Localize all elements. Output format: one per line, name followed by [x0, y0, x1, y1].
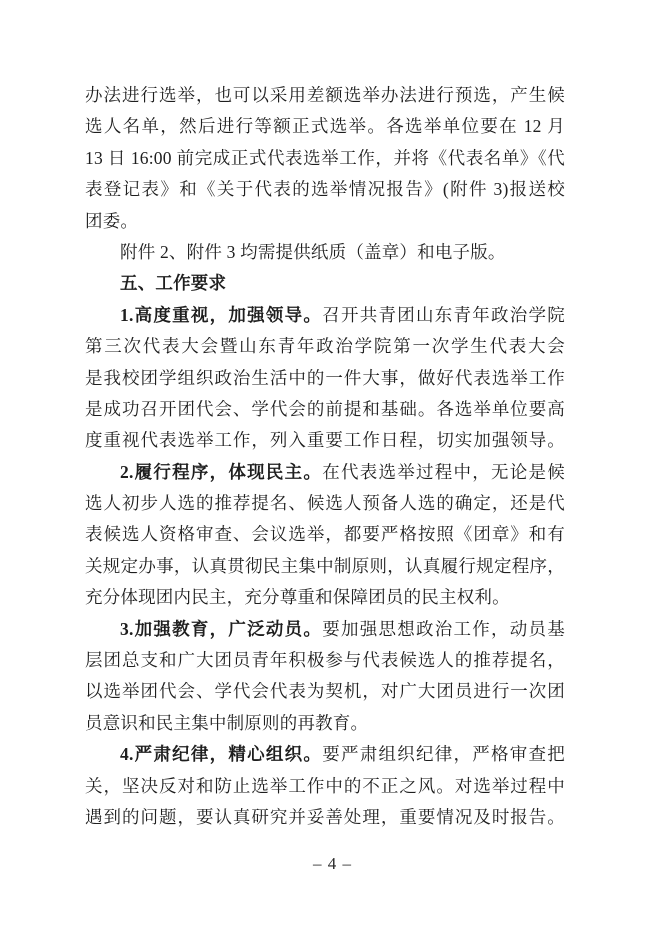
body-text: 要加强思想政治工作，动员基	[322, 618, 565, 639]
body-text: 关规定办事，认真贯彻民主集中制原则，认真履行规定程序，	[85, 555, 565, 576]
body-text: 要严肃组织纪律，严格审查把	[322, 744, 565, 765]
text-line	[85, 457, 565, 488]
body-text: 以选举团代会、学代会代表为契机，对广大团员进行一次团	[85, 681, 565, 702]
text-line	[85, 363, 565, 394]
text-line	[85, 645, 565, 676]
body-text: 选人初步人选的推荐提名、候选人预备人选的确定，还是代	[85, 493, 565, 514]
text-line	[85, 174, 565, 205]
heading-text: 2.履行程序，体现民主。	[120, 461, 323, 482]
text-line	[85, 425, 565, 456]
body-text: 关，坚决反对和防止选举工作中的不正之风。对选举过程中	[85, 775, 565, 796]
text-line	[85, 268, 565, 299]
body-text: 召开共青团山东青年政治学院	[322, 304, 565, 325]
text-line	[85, 771, 565, 802]
text-line	[85, 111, 565, 142]
body-text: 员意识和民主集中制原则的再教育。	[85, 712, 369, 733]
body-text: 第三次代表大会暨山东青年政治学院第一次学生代表大会	[85, 336, 565, 357]
text-line	[85, 206, 565, 237]
body-text: 遇到的问题，要认真研究并妥善处理，重要情况及时报告。	[85, 806, 565, 827]
text-line	[85, 237, 565, 268]
text-line	[85, 331, 565, 362]
text-line	[85, 614, 565, 645]
heading-text: 4.严肃纪律，精心组织。	[120, 744, 323, 765]
body-text: 团委。	[85, 210, 139, 231]
body-text: 度重视代表选举工作，列入重要工作日程，切实加强领导。	[85, 430, 565, 451]
body-text: 办法进行选举，也可以采用差额选举办法进行预选，产生候	[85, 85, 565, 105]
body-text: 附件 2、附件 3 均需提供纸质（盖章）和电子版。	[120, 241, 506, 262]
text-line	[85, 519, 565, 550]
heading-text: 3.加强教育，广泛动员。	[120, 618, 323, 639]
text-line	[85, 802, 565, 833]
body-text: 在代表选举过程中，无论是候	[322, 461, 565, 482]
text-line	[85, 582, 565, 613]
body-text: 充分体现团内民主，充分尊重和保障团员的民主权利。	[85, 587, 510, 608]
page-number: – 4 –	[313, 854, 352, 873]
body-text: 表候选人资格审查、会议选举，都要严格按照《团章》和有	[85, 524, 565, 545]
document-body	[85, 80, 565, 833]
text-line	[85, 488, 565, 519]
text-line	[85, 80, 565, 111]
body-text: 层团总支和广大团员青年积极参与代表候选人的推荐提名，	[85, 650, 565, 671]
text-line	[85, 143, 565, 174]
body-text: 是我校团学组织政治生活中的一件大事，做好代表选举工作	[85, 367, 565, 388]
text-line	[85, 394, 565, 425]
text-line	[85, 676, 565, 707]
body-text: 选人名单，然后进行等额正式选举。各选举单位要在 12 月	[85, 116, 565, 137]
body-text: 表登记表》和《关于代表的选举情况报告》(附件 3)报送校	[85, 179, 565, 200]
text-line	[85, 551, 565, 582]
heading-text: 1.高度重视，加强领导。	[120, 304, 323, 325]
text-line	[85, 739, 565, 770]
heading-text: 五、工作要求	[120, 273, 227, 294]
text-line	[85, 300, 565, 331]
body-text: 13 日 16:00 前完成正式代表选举工作，并将《代表名单》《代	[85, 147, 565, 168]
text-line	[85, 708, 565, 739]
body-text: 是成功召开团代会、学代会的前提和基础。各选举单位要高	[85, 398, 565, 419]
